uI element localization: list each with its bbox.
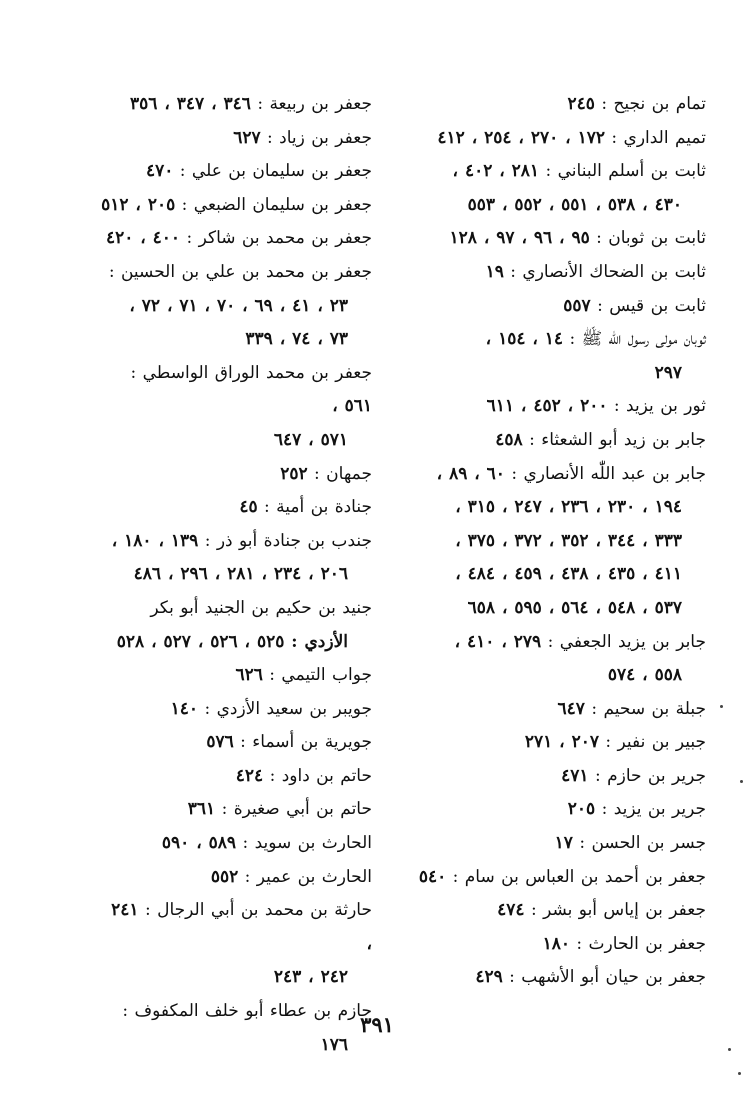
index-entry (100, 122, 372, 156)
entry-name: جابر بن عبد اللّٰه الأنصاري : (511, 463, 706, 484)
index-column-left (100, 88, 372, 1062)
entry-name: ثابت بن ثوبان : (596, 228, 706, 249)
index-entry (404, 155, 706, 222)
entry-pages-continued: ٥٥٨ ، ٥٧٤ (607, 665, 682, 686)
entry-pages: ٥٥٢ (210, 866, 239, 887)
index-entry (404, 256, 706, 290)
index-entry (404, 693, 706, 727)
entry-pages-continued: ٢٩٧ (654, 362, 682, 383)
entry-pages: ١٨٠ (542, 933, 571, 954)
index-entry (404, 323, 706, 390)
entry-name: الحارث بن سويد : (242, 833, 372, 854)
entry-name: جعفر بن الحارث : (576, 933, 706, 954)
entry-name: جعفر بن سليمان الضبعي : (181, 194, 372, 215)
entry-name: جبير بن نفير : (605, 732, 706, 753)
index-entry (100, 525, 372, 592)
entry-name: ثابت بن قيس : (597, 295, 706, 316)
entry-name: جعفر بن إياس أبو بشر : (530, 900, 706, 921)
entry-name: جعفر بن زياد : (267, 127, 372, 148)
index-entry (404, 626, 706, 693)
index-entry (100, 659, 372, 693)
index-entry (404, 122, 706, 156)
entry-pages: ٤٢٩ (475, 967, 503, 988)
entry-pages: ١٤ ، ١٥٤ ، (485, 329, 564, 350)
index-entry (100, 458, 372, 492)
index-entry (100, 88, 372, 122)
index-entry (404, 760, 706, 794)
entry-pages: ٦٢٧ (233, 127, 261, 148)
entry-pages: ٤٧١ (561, 765, 589, 786)
scan-speck (740, 780, 743, 783)
entry-pages: ٤٥ (239, 497, 258, 518)
index-column-right (404, 88, 706, 995)
entry-name: جرير بن حازم : (594, 765, 706, 786)
entry-name: جنيد بن حكيم بن الجنيد أبو بكر (150, 597, 372, 618)
entry-name: تميم الداري : (611, 127, 706, 148)
entry-name: جنادة بن أمية : (264, 497, 372, 518)
entry-name: جعفر بن محمد الوراق الواسطي : (130, 362, 372, 383)
entry-pages: ٤٧٤ (497, 900, 525, 921)
entry-pages-continued: ٥٣٧ ، ٥٤٨ ، ٥٦٤ ، ٥٩٥ ، ٦٥٨ (467, 597, 682, 618)
entry-pages: ٢٠٥ ، ٥١٢ (101, 194, 176, 215)
entry-pages: ٢٣ ، ٤١ ، ٦٩ ، ٧٠ ، ٧١ ، ٧٢ ، (129, 295, 348, 316)
entry-name: الحارث بن عمير : (244, 866, 372, 887)
entry-name: جواب التيمي : (269, 665, 372, 686)
index-entry (404, 894, 706, 928)
entry-name: جرير بن يزيد : (601, 799, 706, 820)
entry-name: جويرية بن أسماء : (240, 732, 372, 753)
index-entry (100, 155, 372, 189)
entry-name: ثور بن يزيد : (613, 396, 706, 417)
index-entry (404, 222, 706, 256)
index-entry (100, 861, 372, 895)
entry-pages: ٢٨١ ، ٤٠٢ ، (452, 161, 540, 182)
entry-pages: ٢٠٧ ، ٢٧١ (524, 732, 599, 753)
entry-name: جبلة بن سحيم : (591, 698, 706, 719)
index-entry (404, 793, 706, 827)
index-entry (404, 390, 706, 424)
entry-pages: ١٣٩ ، ١٨٠ ، (111, 530, 199, 551)
entry-pages: ١٩ (485, 261, 504, 282)
index-entry (100, 592, 372, 659)
entry-pages-continued: الأزدي : ٥٢٥ ، ٥٢٦ ، ٥٢٧ ، ٥٢٨ (116, 631, 348, 652)
entry-pages-continued: ٢٤٢ ، ٢٤٣ (273, 967, 348, 988)
scan-speck (738, 1072, 741, 1075)
index-entry (404, 961, 706, 995)
entry-pages: ٣٤٦ ، ٣٤٧ ، ٣٥٦ (130, 94, 251, 114)
entry-pages: ١٤٠ (170, 698, 199, 719)
entry-pages: ٥٥٧ (563, 295, 591, 316)
entry-name: جابر بن زيد أبو الشعثاء : (529, 429, 706, 450)
entry-pages: ٩٥ ، ٩٦ ، ٩٧ ، ١٢٨ (449, 228, 590, 249)
entry-name: حاتم بن أبي صغيرة : (221, 799, 372, 820)
index-entry (100, 256, 372, 357)
entry-pages: ٦٤٧ (557, 698, 585, 719)
entry-name: جعفر بن سليمان بن علي : (179, 161, 372, 182)
entry-pages: ٥٧٦ (206, 732, 234, 753)
entry-name: جويبر بن سعيد الأزدي : (204, 698, 372, 719)
entry-pages-continued: ١٩٤ ، ٢٣٠ ، ٢٣٦ ، ٢٤٧ ، ٣١٥ ، (455, 497, 682, 518)
entry-pages: ١٧ (554, 833, 573, 854)
index-entry (100, 222, 372, 256)
entry-pages: ٤٥٨ (495, 429, 523, 450)
entry-name: ثوبان مولى رسول اللّٰه ﷺ : (569, 329, 706, 350)
entry-pages: ٢٤١ ، (111, 900, 372, 954)
index-entry (100, 894, 372, 995)
scan-speck (720, 705, 723, 708)
entry-pages: ٢٤٥ (567, 94, 595, 114)
index-entry (100, 189, 372, 223)
entry-pages: ٢٠٥ (567, 799, 596, 820)
entry-pages: ٥٦١ ، (332, 396, 372, 417)
entry-name: ثابت بن أسلم البناني : (545, 161, 706, 182)
entry-pages: ٤٢٤ (235, 765, 264, 786)
entry-pages-continued: ٧٣ ، ٧٤ ، ٣٣٩ (245, 329, 348, 350)
entry-pages-continued: ٤١١ ، ٤٣٥ ، ٤٣٨ ، ٤٥٩ ، ٤٨٤ ، (455, 564, 682, 585)
index-entry (100, 726, 372, 760)
index-entry (100, 793, 372, 827)
entry-name: جعفر بن أحمد بن العباس بن سام : (452, 866, 706, 887)
entry-name: جسر بن الحسن : (579, 833, 706, 854)
index-entry (100, 491, 372, 525)
entry-name: ثابت بن الضحاك الأنصاري : (510, 261, 706, 282)
entry-pages: ٤٠٠ ، ٤٢٠ (105, 228, 181, 249)
index-entry (404, 458, 706, 626)
entry-name: تمام بن نجيح : (601, 94, 706, 114)
index-entry (404, 928, 706, 962)
entry-pages: ٢٧٩ ، ٤١٠ ، (454, 631, 542, 652)
index-entry (404, 88, 706, 122)
index-entry (404, 827, 706, 861)
entry-name: حارثة بن محمد بن أبي الرجال : (144, 900, 372, 921)
entry-pages: ٦٠ ، ٨٩ ، (436, 463, 505, 484)
entry-pages: ١٧٢ ، ٢٧٠ ، ٢٥٤ ، ٤١٢ (437, 127, 605, 148)
index-entry (404, 726, 706, 760)
index-entry (100, 760, 372, 794)
entry-name: جعفر بن ربيعة : (257, 94, 372, 114)
entry-pages: ٢٥٢ (280, 463, 308, 484)
entry-name: جندب بن جنادة أبو ذر : (204, 530, 372, 551)
entry-pages-continued: ١٧٦ (320, 1034, 348, 1055)
entry-pages-continued: ٢٠٦ ، ٢٣٤ ، ٢٨١ ، ٢٩٦ ، ٤٨٦ (133, 564, 348, 585)
entry-pages-continued: ٣٣٣ ، ٣٤٤ ، ٣٥٢ ، ٣٧٢ ، ٣٧٥ ، (455, 530, 682, 551)
entry-pages: ٢٠٠ ، ٤٥٢ ، ٦١١ (486, 396, 608, 417)
entry-name: جعفر بن محمد بن علي بن الحسين : (108, 261, 372, 282)
entry-pages-continued: ٥٧١ ، ٦٤٧ (273, 429, 348, 450)
entry-name: جعفر بن محمد بن شاكر : (186, 228, 372, 249)
entry-name: جعفر بن حيان أبو الأشهب : (509, 967, 706, 988)
entry-pages: ٣٦١ (187, 799, 216, 820)
scan-speck (728, 1048, 731, 1051)
index-entry (404, 424, 706, 458)
index-entry (100, 693, 372, 727)
entry-name: جابر بن يزيد الجعفي : (547, 631, 706, 652)
entry-pages: ٥٤٠ (418, 866, 447, 887)
index-entry (404, 290, 706, 324)
entry-pages-continued: ٤٣٠ ، ٥٣٨ ، ٥٥١ ، ٥٥٢ ، ٥٥٣ (467, 194, 682, 215)
entry-pages: ٥٨٩ ، ٥٩٠ (161, 833, 237, 854)
entry-name: جمهان : (314, 463, 372, 484)
entry-name: حازم بن عطاء أبو خلف المكفوف : (122, 1001, 372, 1022)
index-entry (100, 827, 372, 861)
entry-pages: ٦٢٦ (235, 665, 263, 686)
index-entry (100, 357, 372, 458)
entry-pages: ٤٧٠ (145, 161, 174, 182)
index-entry (404, 861, 706, 895)
entry-name: حاتم بن داود : (269, 765, 372, 786)
page-number: ٣٩١ (360, 1012, 394, 1037)
